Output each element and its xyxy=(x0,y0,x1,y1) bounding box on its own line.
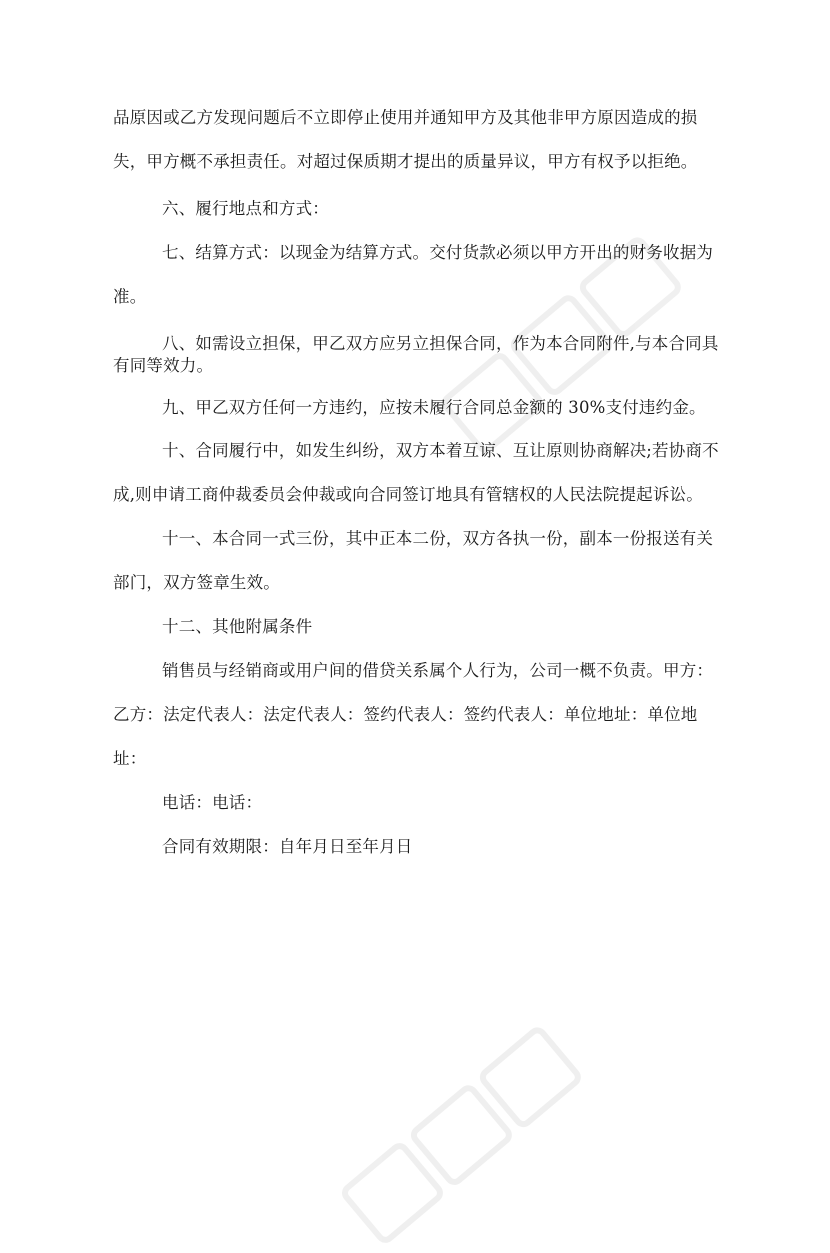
text-line: 八、如需设立担保，甲乙双方应另立担保合同，作为本合同附件,与本合同具 xyxy=(162,334,719,353)
text-line: 品原因或乙方发现问题后不立即停止使用并通知甲方及其他非甲方原因造成的损 xyxy=(113,108,698,127)
text-line: 十一、本合同一式三份，其中正本二份，双方各执一份，副本一份报送有关 xyxy=(162,529,714,548)
text-line: 部门，双方签章生效。 xyxy=(113,573,280,592)
clause-heading: 十二、其他附属条件 xyxy=(162,617,313,636)
text-line: 成,则申请工商仲裁委员会仲裁或向合同签订地具有管辖权的人民法院提起诉讼。 xyxy=(113,485,703,504)
text-line: 准。 xyxy=(113,287,147,306)
text-line: 合同有效期限：自年月日至年月日 xyxy=(162,837,413,856)
text-line: 七、结算方式：以现金为结算方式。交付货款必须以甲方开出的财务收据为 xyxy=(162,243,714,262)
text-line: 乙方：法定代表人：法定代表人：签约代表人：签约代表人：单位地址：单位地 xyxy=(113,705,698,724)
text-line: 电话：电话： xyxy=(162,793,263,812)
text-line: 十、合同履行中，如发生纠纷，双方本着互谅、互让原则协商解决;若协商不 xyxy=(162,441,719,460)
text-line: 销售员与经销商或用户间的借贷关系属个人行为，公司一概不负责。甲方： xyxy=(162,661,714,680)
text-line: 址： xyxy=(113,749,147,768)
watermark xyxy=(331,1017,588,1253)
text-line: 失，甲方概不承担责任。对超过保质期才提出的质量异议，甲方有权予以拒绝。 xyxy=(113,152,698,171)
text-line: 有同等效力。 xyxy=(113,356,214,375)
text-line: 九、甲乙双方任何一方违约，应按未履行合同总金额的 30%支付违约金。 xyxy=(162,398,706,417)
clause-heading: 六、履行地点和方式： xyxy=(162,199,329,218)
